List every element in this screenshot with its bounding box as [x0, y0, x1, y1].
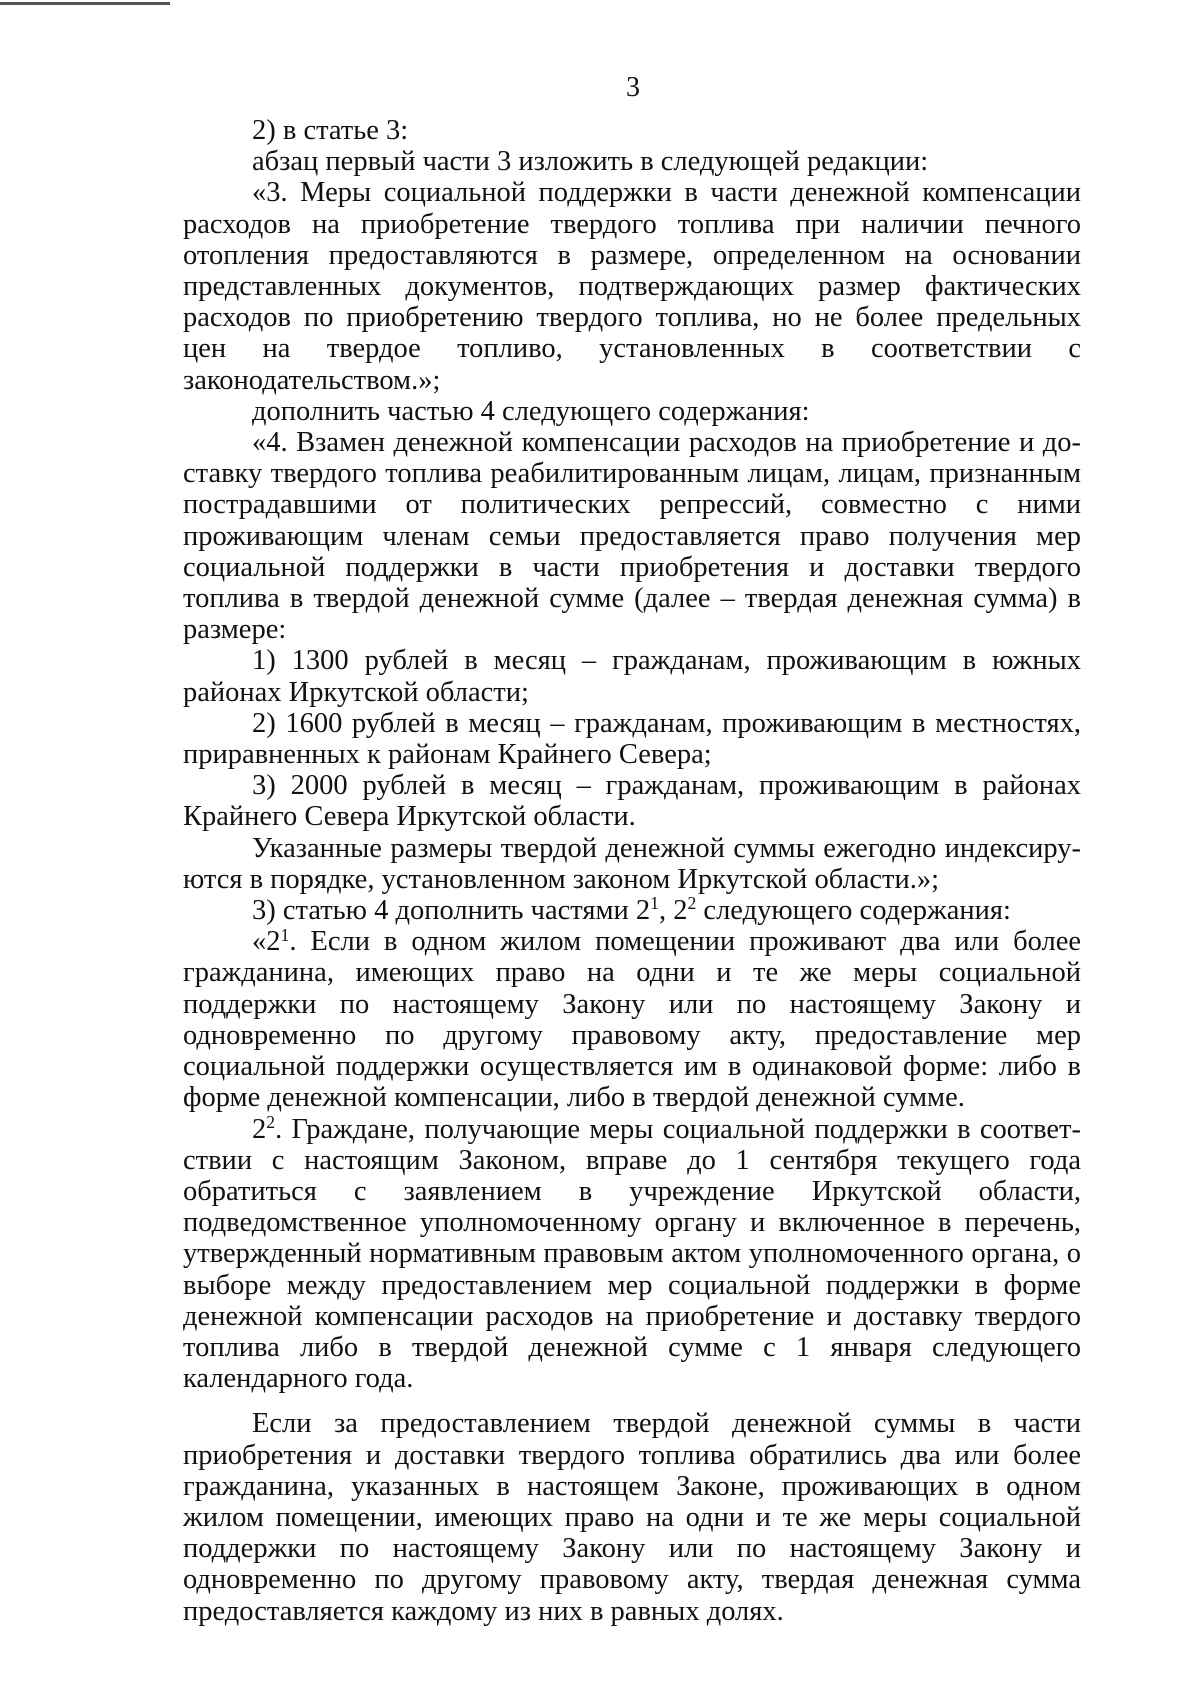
paragraph-part-2-1: [183, 926, 1081, 1113]
scan-edge-line: [0, 2, 170, 5]
text-run: 2: [252, 1113, 267, 1145]
superscript: 1: [280, 924, 290, 945]
paragraph-article-4-instruction: [183, 895, 1081, 926]
paragraph-article-3-intro: 2) в статье 3:: [252, 115, 409, 146]
paragraph-part-4-instruction: дополнить частью 4 следующего содержания:: [252, 395, 810, 427]
superscript: 2: [687, 893, 697, 914]
text-run: , 2: [658, 895, 688, 927]
list-item-1600-rubles: 2) 1600 рублей в месяц – гражданам, проживающим в местностях, приравненных к районам Крайнего Севера;: [183, 707, 1081, 771]
text-run: 3) статью 4 дополнить частями 2: [252, 895, 651, 927]
paragraph-part-3-text: «3. Меры социальной поддержки в части денежной компенсации расходов на приобретение твердого топлива при наличии печного отопления предоставляются в размере, определенном на основании представленных документов, подтверждающих размер фактических расходов по приобретению твердого топлива, но не более предельных цен на твердое топливо, установленных в соответствии с законодательством.»;: [183, 177, 1081, 396]
paragraph-indexation: Указанные размеры твердой денежной суммы ежегодно индексируются в порядке, установленном законом Иркутской области.»;: [183, 832, 1081, 895]
text-run: «2: [252, 926, 281, 958]
list-item-1300-rubles: 1) 1300 рублей в месяц – гражданам, проживающим в южных районах Иркутской области;: [183, 645, 1081, 708]
superscript: 1: [650, 893, 659, 914]
text-run: . Если в одном жилом помещении проживают два или более гражданина, имеющих право на одни и те же меры социальной поддержки по настоящему Закону или по настоящему Закону и одновременно по другому правовому акту, предоставление мер социальной поддержки осуществляется им в одинаковой форме: либо в форме денежной компенсации, либо в твердой денежной сумме.: [183, 926, 1081, 1114]
paragraph-equal-shares: Если за предоставлением твердой денежной суммы в части приобретения и доставки твердого топлива обратились два или более гражданина, указанных в настоящем Законе, проживающих в одном жилом помещении, имеющих право на одни и те же меры социальной поддержки по настоящему Закону или по настоящему Закону и одновременно по другому правовому акту, твердая денежная сумма предоставляется каждому из них в равных долях.: [183, 1408, 1081, 1627]
document-body: [183, 115, 1081, 1627]
superscript: 2: [266, 1111, 276, 1132]
paragraph-part-4-text: «4. Взамен денежной компенсации расходов на приобретение и доставку твердого топлива реабилитированным лицам, лицам, признанным пострадавшими от политических репрессий, совместно с ними проживающим членам семьи предоставляется право получения мер социальной поддержки в части приобретения и доставки твердого топлива в твердой денежной сумме (далее – твердая денежная сумма) в размере:: [183, 427, 1081, 646]
paragraph-part-3-instruction: абзац первый части 3 изложить в следующей редакции:: [252, 146, 929, 178]
text-run: . Граждане, получающие меры социальной поддержки в соответствии с настоящим Законом, вправе до 1 сентября текущего года обратиться с заявлением в учреждение Иркутской области, подведомственное уполномоченному органу и включенное в перечень, утвержденный нормативным правовым актом уполномоченного органа, о выборе между предоставлением мер социальной поддержки в форме денежной компенсации расходов на приобретение и доставку твердого топлива либо в твердой денежной сумме с 1 января следующего календарного года.: [183, 1113, 1081, 1395]
page-number: 3: [626, 72, 640, 103]
paragraph-part-2-2: [183, 1111, 1081, 1395]
list-item-2000-rubles: 3) 2000 рублей в месяц – гражданам, проживающим в районах Крайнего Севера Иркутской области.: [183, 770, 1081, 833]
text-run: следующего содержания:: [696, 895, 1011, 927]
